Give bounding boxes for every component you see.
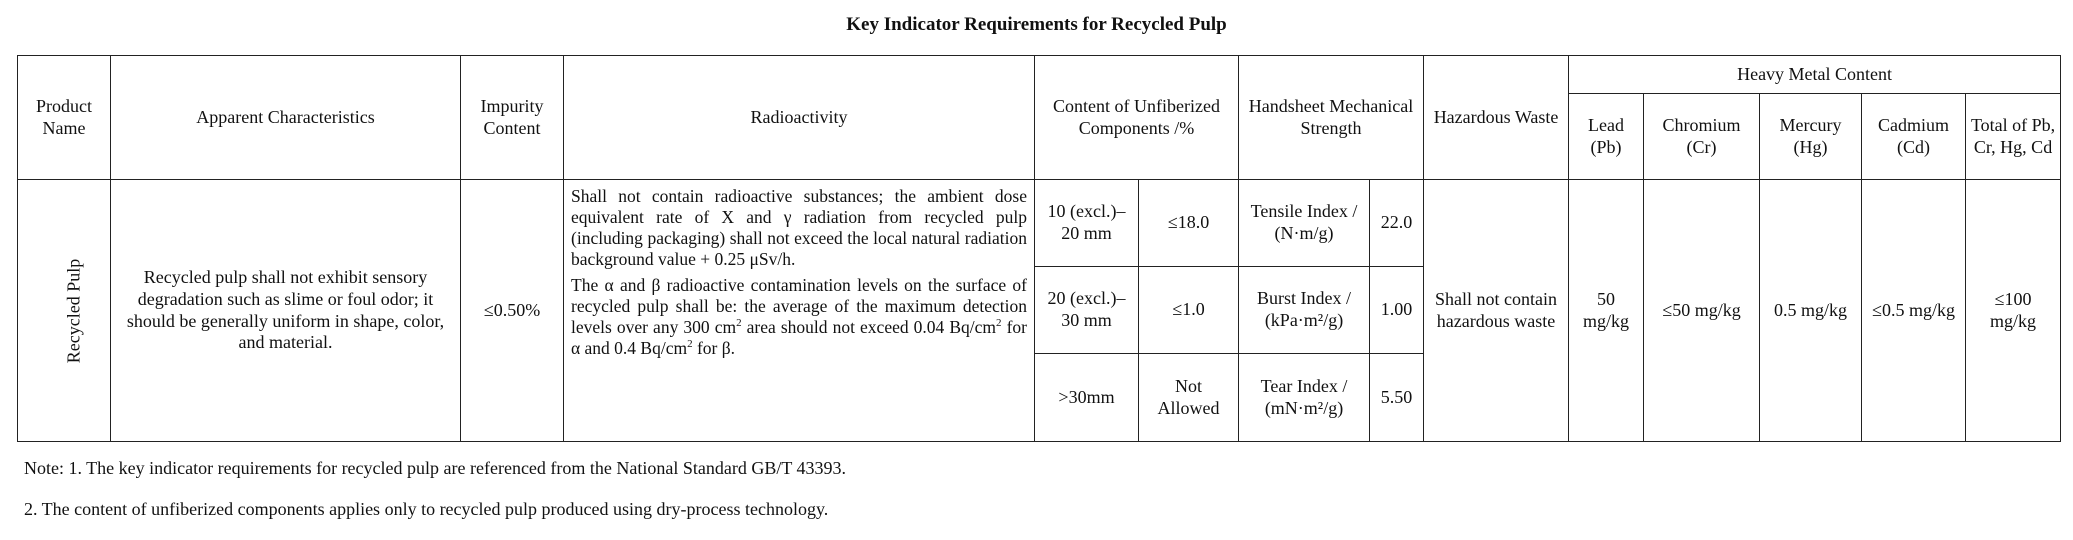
unfiberized-value-3: Not Allowed [1139,354,1239,442]
unfiberized-range-1: 10 (excl.)–20 mm [1035,180,1139,267]
header-total-metals: Total of Pb, Cr, Hg, Cd [1966,94,2061,180]
header-mercury: Mercury (Hg) [1760,94,1862,180]
total-metals-cell: ≤100 mg/kg [1966,180,2061,442]
product-name: Recycled Pulp [63,258,84,363]
tensile-index-label: Tensile Index / (N·m/g) [1239,180,1370,267]
tensile-index-value: 22.0 [1370,180,1424,267]
unfiberized-value-2: ≤1.0 [1139,267,1239,354]
header-heavy-metal-content: Heavy Metal Content [1569,56,2061,94]
mercury-cell: 0.5 mg/kg [1760,180,1862,442]
header-unfiberized-content: Content of Unfiberized Components /% [1035,56,1239,180]
chromium-cell: ≤50 mg/kg [1644,180,1760,442]
header-cadmium: Cadmium (Cd) [1862,94,1966,180]
tear-index-label: Tear Index / (mN·m²/g) [1239,354,1370,442]
cadmium-cell: ≤0.5 mg/kg [1862,180,1966,442]
hazardous-waste-cell: Shall not contain hazardous waste [1424,180,1569,442]
header-lead: Lead (Pb) [1569,94,1644,180]
header-impurity-content: Impurity Content [461,56,564,180]
header-apparent-characteristics: Apparent Characteristics [111,56,461,180]
header-radioactivity: Radioactivity [564,56,1035,180]
table-title: Key Indicator Requirements for Recycled Pulp [846,14,1227,35]
radioactivity-paragraph-1: Shall not contain radioactive substances; the ambient dose equivalent rate of X and γ radiation from recycled pulp (including packaging) shall not exceed the local natural radiation background value + 0.25 μSv/h. [571,186,1027,269]
unfiberized-range-2: 20 (excl.)–30 mm [1035,267,1139,354]
header-handsheet-strength: Handsheet Mechanical Strength [1239,56,1424,180]
unfiberized-value-1: ≤18.0 [1139,180,1239,267]
impurity-content-cell: ≤0.50% [461,180,564,442]
product-name-cell [18,180,111,442]
unfiberized-range-3: >30mm [1035,354,1139,442]
radioactivity-cell [564,180,1035,442]
burst-index-label: Burst Index / (kPa·m²/g) [1239,267,1370,354]
lead-cell: 50 mg/kg [1569,180,1644,442]
radioactivity-paragraph-2: The α and β radioactive contamination levels on the surface of recycled pulp shall be: the average of the maximum detection levels over any 300 $cm^2$ area should not exceed 0.04 $Bq/cm^2$ for α and 0.4 $Bq/cm^2$ for β. [571,275,1028,358]
header-product-name: Product Name [18,56,111,180]
header-hazardous-waste: Hazardous Waste [1424,56,1569,180]
header-chromium: Chromium (Cr) [1644,94,1760,180]
indicator-table [17,55,2061,442]
burst-index-value: 1.00 [1370,267,1424,354]
note-2: 2. The content of unfiberized components applies only to recycled pulp produced using dry-process technology. [24,499,829,519]
tear-index-value: 5.50 [1370,354,1424,442]
apparent-characteristics-cell: Recycled pulp shall not exhibit sensory degradation such as slime or foul odor; it should be generally uniform in shape, color, and material. [111,180,461,442]
note-1: Note: 1. The key indicator requirements for recycled pulp are referenced from the National Standard GB/T 43393. [24,458,847,478]
